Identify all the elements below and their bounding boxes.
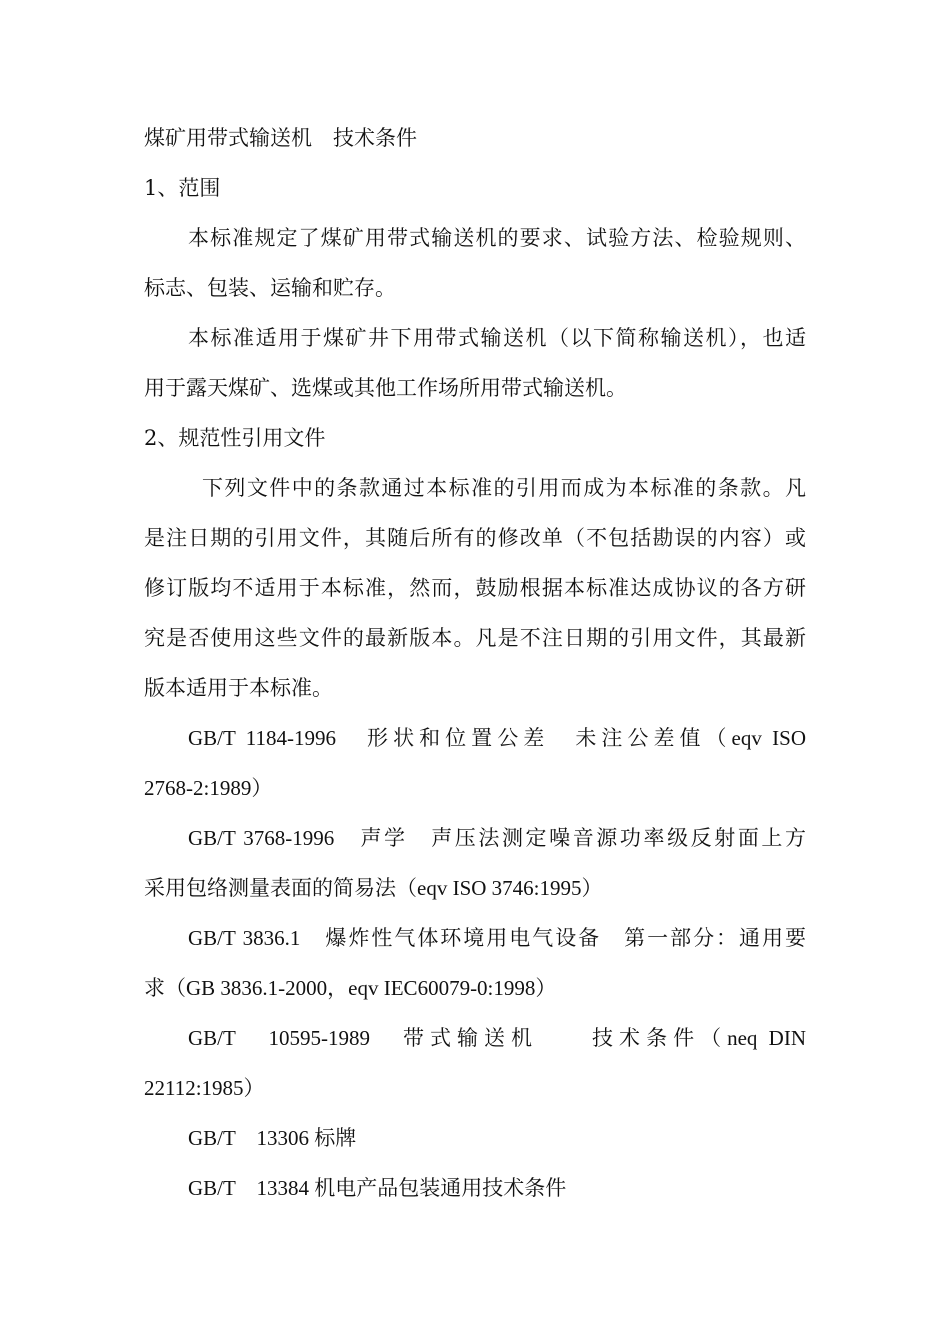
reference-line-2: 采用包络测量表面的简易法（eqv ISO 3746:1995） bbox=[144, 876, 603, 900]
reference-line-2: 2768-2:1989） bbox=[144, 776, 273, 800]
reference-line-1: GB/T 13384 机电产品包装通用技术条件 bbox=[188, 1176, 567, 1200]
section-1-paragraph-1-line-2: 标志、包装、运输和贮存。 bbox=[144, 276, 396, 300]
reference-item bbox=[144, 1163, 806, 1213]
section-1-paragraph-2-line-1: 本标准适用于煤矿井下用带式输送机（以下简称输送机），也适 bbox=[188, 326, 806, 350]
reference-item bbox=[144, 813, 806, 913]
section-2-paragraph-line-2: 是注日期的引用文件，其随后所有的修改单（不包括勘误的内容）或 bbox=[144, 526, 806, 550]
reference-item bbox=[144, 1013, 806, 1113]
section-2-paragraph-line-4: 究是否使用这些文件的最新版本。凡是不注日期的引用文件，其最新 bbox=[144, 626, 806, 650]
reference-line-1: GB/T 3768-1996 声学 声压法测定噪音源功率级反射面上方 bbox=[188, 826, 806, 850]
document-body bbox=[144, 113, 806, 1213]
section-1-paragraph-2-line-2: 用于露天煤矿、选煤或其他工作场所用带式输送机。 bbox=[144, 376, 627, 400]
reference-line-1: GB/T 13306 标牌 bbox=[188, 1126, 357, 1150]
reference-line-1: GB/T 3836.1 爆炸性气体环境用电气设备 第一部分：通用要 bbox=[188, 926, 806, 950]
reference-item bbox=[144, 913, 806, 1013]
reference-line-2: 求（GB 3836.1-2000，eqv IEC60079-0:1998） bbox=[144, 976, 557, 1000]
document-title: 煤矿用带式输送机 技术条件 bbox=[144, 126, 417, 150]
section-2-paragraph-line-3: 修订版均不适用于本标准，然而，鼓励根据本标准达成协议的各方研 bbox=[144, 576, 806, 600]
reference-item bbox=[144, 713, 806, 813]
reference-line-2: 22112:1985） bbox=[144, 1076, 265, 1100]
section-1-paragraph-1-line-1: 本标准规定了煤矿用带式输送机的要求、试验方法、检验规则、 bbox=[188, 226, 806, 250]
reference-line-1: GB/T 1184-1996 形状和位置公差 未注公差值（eqv ISO bbox=[188, 726, 806, 750]
reference-item bbox=[144, 1113, 806, 1163]
reference-line-1: GB/T 10595-1989 带式输送机 技术条件（neq DIN bbox=[188, 1026, 806, 1050]
section-2-heading: 2、规范性引用文件 bbox=[144, 426, 326, 450]
section-1-heading: 1、范围 bbox=[144, 176, 221, 200]
section-2-paragraph-line-1: 下列文件中的条款通过本标准的引用而成为本标准的条款。凡 bbox=[202, 476, 806, 500]
section-2-paragraph-line-5: 版本适用于本标准。 bbox=[144, 676, 333, 700]
